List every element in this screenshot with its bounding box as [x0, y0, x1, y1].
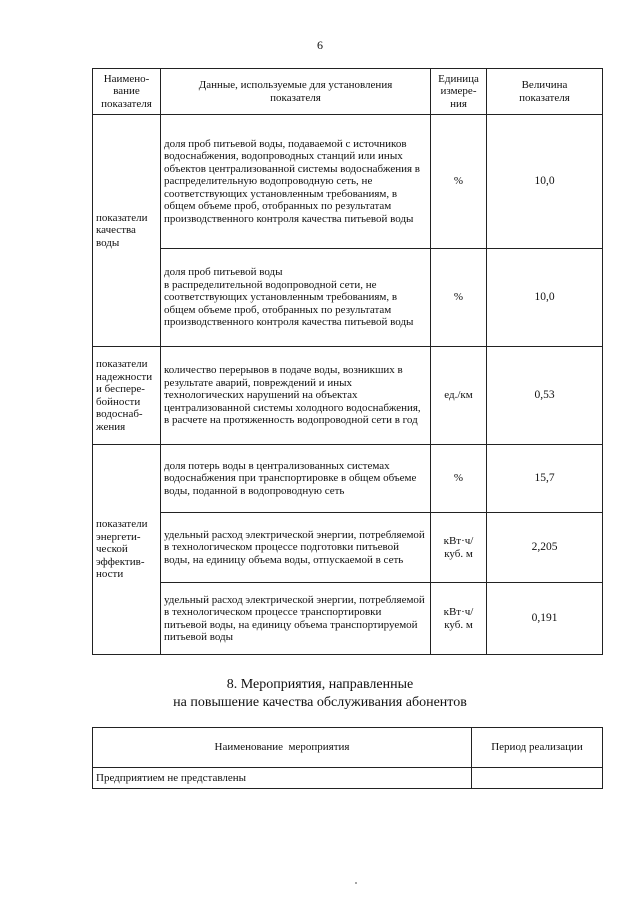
table-header-row	[93, 69, 603, 115]
row-description: доля проб питьевой воды, подаваемой с источников водоснабжения, водопроводных станций или иных объектов централизованной системы водоснабжения в распределительную водопроводную сеть, не соответствующих установленным требованиям, в общем объеме проб, отобранных по результатам производственного контроля качества питьевой воды	[161, 115, 431, 249]
row-description: удельный расход электрической энергии, потребляемой в технологическом процессе подготовки питьевой воды, на единицу объема воды, отпускаемой в сеть	[161, 513, 431, 583]
row-description: доля потерь воды в централизованных системах водоснабжения при транспортировке в общем объеме воды, поданной в водопроводную сеть	[161, 445, 431, 513]
measure-period	[472, 768, 603, 789]
page-number: 6	[317, 38, 323, 52]
row-unit: кВт·ч/ куб. м	[431, 583, 487, 655]
measure-name: Предприятием не представлены	[93, 768, 472, 789]
row-unit: кВт·ч/ куб. м	[431, 513, 487, 583]
row-unit: ед./км	[431, 347, 487, 445]
row-value: 15,7	[487, 445, 603, 513]
table-row	[93, 513, 603, 583]
measures-table	[92, 727, 603, 789]
section-title-line2: на повышение качества обслуживания абонентов	[173, 695, 467, 710]
category-water-quality: показатели качества воды	[93, 115, 161, 347]
table-row	[93, 115, 603, 249]
scan-speck	[355, 882, 357, 884]
row-value: 2,205	[487, 513, 603, 583]
row-unit: %	[431, 445, 487, 513]
header-name: Наимено- вание показателя	[93, 69, 161, 115]
table-row	[93, 768, 603, 789]
row-description: доля проб питьевой воды в распределительной водопроводной сети, не соответствующих установленным требованиям, в общем объеме проб, отобранных по результатам производственного контроля качества питьевой воды	[161, 249, 431, 347]
section-heading	[0, 676, 640, 712]
header-value: Величина показателя	[487, 69, 603, 115]
row-value: 10,0	[487, 115, 603, 249]
row-value: 10,0	[487, 249, 603, 347]
indicators-table	[92, 68, 603, 655]
row-description: удельный расход электрической энергии, потребляемой в технологическом процессе транспортировки питьевой воды, на единицу объема транспортируемой питьевой воды	[161, 583, 431, 655]
row-description: количество перерывов в подаче воды, возникших в результате аварий, повреждений и иных технологических нарушений на объектах централизованной системы холодного водоснабжения, в расчете на протяженность водопроводной сети в год	[161, 347, 431, 445]
row-value: 0,53	[487, 347, 603, 445]
table-row	[93, 249, 603, 347]
measures-header-row	[93, 728, 603, 768]
row-value: 0,191	[487, 583, 603, 655]
row-unit: %	[431, 115, 487, 249]
category-reliability: показатели надежности и беспере- бойности водоснаб- жения	[93, 347, 161, 445]
table-row	[93, 445, 603, 513]
category-energy-efficiency: показатели энергети- ческой эффектив- ности	[93, 445, 161, 655]
header-unit: Единица измере- ния	[431, 69, 487, 115]
section-title-line1: 8. Мероприятия, направленные	[226, 677, 414, 692]
header-measure-name: Наименование мероприятия	[93, 728, 472, 768]
header-data: Данные, используемые для установления показателя	[161, 69, 431, 115]
row-unit: %	[431, 249, 487, 347]
table-row	[93, 347, 603, 445]
header-period: Период реализации	[472, 728, 603, 768]
table-row	[93, 583, 603, 655]
